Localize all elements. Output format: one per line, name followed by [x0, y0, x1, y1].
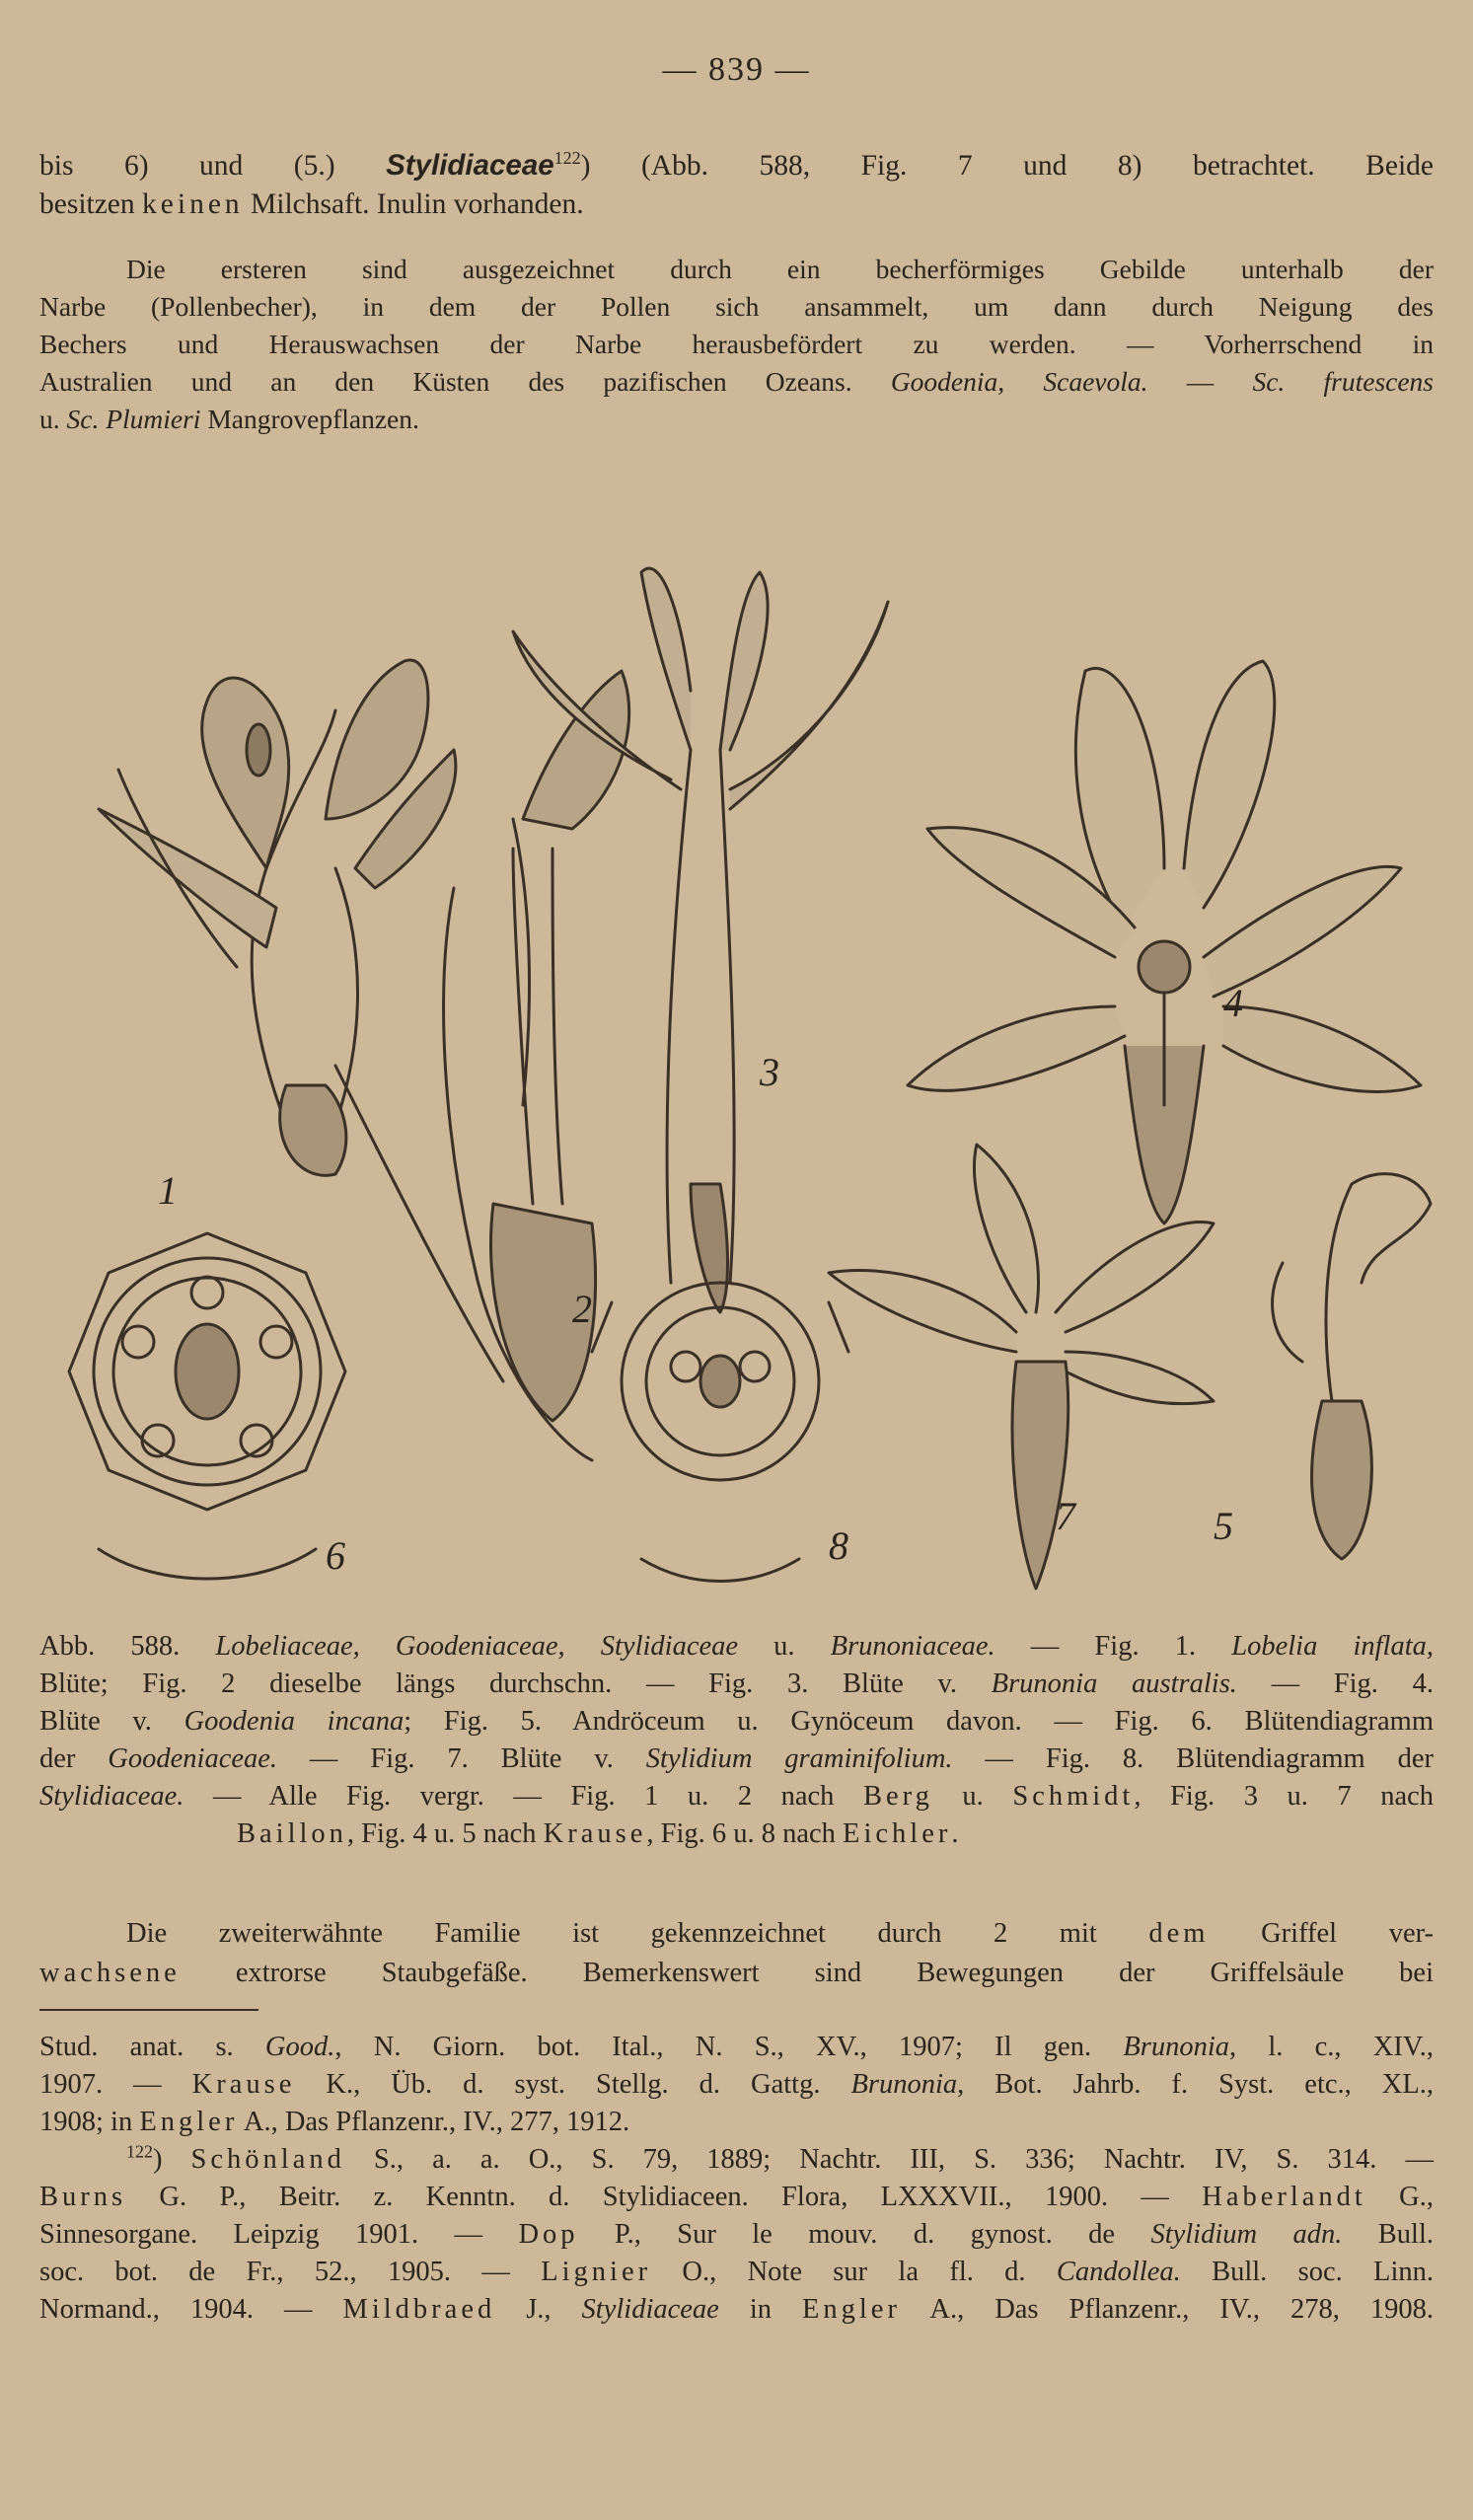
footnote-number-122: 122 — [126, 2141, 153, 2162]
footnotes — [39, 2029, 1434, 2329]
fig-4-goodenia-drawing — [908, 661, 1421, 1223]
paragraph-1-line-3: Bechers und Herauswachsen der Narbe herausbefördert zu werden. — Vorherrschend in — [39, 329, 1434, 359]
fig-label-3: 3 — [760, 1050, 779, 1094]
footnote-rule — [39, 2009, 258, 2011]
paragraph-2-line-2: wachsene extrorse Staubgefäße. Bemerkenswert sind Bewegungen der Griffelsäule bei — [39, 1958, 1434, 1988]
paragraph-stylidiaceae — [39, 1914, 1434, 1993]
footnote-line-4: $^{122}$) Schönland S., a. a. O., S. 79, 1889; Nachtr. III, S. 336; Nachtr. IV, S. 314. — — [126, 2141, 1434, 2175]
footnote-line-7: soc. bot. de Fr., 52., 1905. — Lignier O., Note sur la fl. d. Candollea. Bull. soc. Linn. — [39, 2257, 1434, 2287]
page-number: — 839 — — [662, 51, 811, 88]
footnote-line-5: Burns G. P., Beitr. z. Kenntn. d. Stylidiaceen. Flora, LXXXVII., 1900. — Haberlandt G., — [39, 2182, 1435, 2212]
intro-line-2: besitzen keinen Milchsaft. Inulin vorhanden. — [39, 188, 584, 220]
footnote-line-2: 1907. — Krause K., Üb. d. syst. Stellg. d. Gattg. Brunonia, Bot. Jahrb. f. Syst. etc., XL., — [39, 2069, 1435, 2100]
fig-label-6: 6 — [326, 1533, 345, 1578]
botanical-illustration — [39, 493, 1440, 1598]
footnote-ref-122: 122 — [553, 148, 581, 169]
fig-label-5: 5 — [1214, 1504, 1233, 1548]
paragraph-2-line-1: Die zweiterwähnte Familie ist gekennzeichnet durch 2 mit dem Griffel ver- — [126, 1918, 1434, 1949]
caption-line-5: Stylidiaceae. — Alle Fig. vergr. — Fig. 1 u. 2 nach Berg u. Schmidt, Fig. 3 u. 7 nach — [39, 1781, 1435, 1812]
fig-label-7: 7 — [1056, 1494, 1075, 1538]
paragraph-1-line-2: Narbe (Pollenbecher), in dem der Pollen sich ansammelt, um dann durch Neigung des — [39, 291, 1434, 322]
footnote-line-8: Normand., 1904. — Mildbraed J., Stylidiaceae in Engler A., Das Pflanzenr., IV., 278, 1908. — [39, 2294, 1435, 2325]
fig-3-brunonia-drawing — [513, 568, 888, 1312]
footnote-line-3: 1908; in Engler A., Das Pflanzenr., IV., 277, 1912. — [39, 2107, 630, 2137]
figure-abb-588 — [39, 493, 1440, 1598]
paragraph-1-line-1: Die ersteren sind ausgezeichnet durch ein becherförmiges Gebilde unterhalb der — [126, 254, 1434, 284]
fig-8-floral-diagram — [592, 1283, 848, 1582]
fig-label-8: 8 — [829, 1523, 848, 1568]
footnote-line-6: Sinnesorgane. Leipzig 1901. — Dop P., Sur le mouv. d. gynost. de Stylidium adn. Bull. — [39, 2219, 1434, 2250]
caption-line-6: Baillon, Fig. 4 u. 5 nach Krause, Fig. 6 u. 8 nach Eichler. — [237, 1818, 959, 1849]
intro-paragraph — [39, 146, 1434, 224]
caption-line-1: Abb. 588. Lobeliaceae, Goodeniaceae, Stylidiaceae u. Brunoniaceae. — Fig. 1. Lobelia inflata, — [39, 1631, 1435, 1662]
footnote-line-1: Stud. anat. s. Good., N. Giorn. bot. Ital., N. S., XV., 1907; Il gen. Brunonia, l. c., XIV., — [39, 2032, 1434, 2062]
fig-1-lobelia-flower-drawing — [99, 660, 456, 1175]
fig-5-androecium-drawing — [1273, 1174, 1431, 1559]
paragraph-goodeniaceae — [39, 251, 1434, 438]
caption-line-4: der Goodeniaceae. — Fig. 7. Blüte v. Stylidium graminifolium. — Fig. 8. Blütendiagramm der — [39, 1743, 1434, 1774]
caption-line-3: Blüte v. Goodenia incana; Fig. 5. Andröceum u. Gynöceum davon. — Fig. 6. Blütendiagramm — [39, 1706, 1434, 1737]
fig-label-2: 2 — [572, 1287, 592, 1331]
paragraph-1-line-4: Australien und an den Küsten des pazifischen Ozeans. Goodenia, Scaevola. — Sc. frutescens — [39, 366, 1435, 397]
figure-caption — [39, 1628, 1434, 1853]
paragraph-1-line-5: u. Sc. Plumieri Mangrovepflanzen. — [39, 404, 419, 434]
fig-6-floral-diagram — [69, 1233, 345, 1579]
fig-label-1: 1 — [158, 1168, 178, 1213]
family-name-stylidiaceae: Stylidiaceae — [386, 149, 554, 182]
fig-label-4: 4 — [1223, 981, 1243, 1025]
intro-line-1: bis 6) und (5.) Stylidiaceae$^{122}$) (Abb. 588, Fig. 7 und 8) betrachtet. Beide — [39, 148, 1434, 182]
caption-line-2: Blüte; Fig. 2 dieselbe längs durchschn. — Fig. 3. Blüte v. Brunonia australis. — Fig. 4. — [39, 1668, 1434, 1699]
